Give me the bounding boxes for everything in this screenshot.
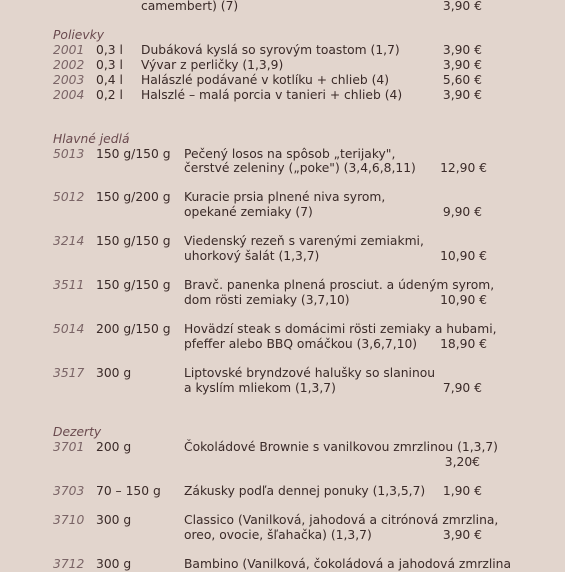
item-quantity: 300 g [96, 366, 132, 380]
item-price: 9,90 € [442, 205, 482, 219]
item-description-line2: opekané zemiaky (7) [184, 205, 313, 219]
item-description: Bambino (Vanilková, čokoládová a jahodová zmrzlina [184, 557, 512, 571]
item-code: 3214 [53, 234, 85, 248]
item-code: 3703 [53, 484, 85, 498]
item-code: 2002 [53, 58, 85, 72]
item-price: 3,90 € [442, 43, 482, 57]
item-description: Čokoládové Brownie s vanilkovou zmrzlinou (1,3,7) [184, 440, 498, 454]
item-price: 3,90 € [442, 58, 482, 72]
item-description: Viedenský rezeň s varenými zemiakmi, [184, 234, 424, 248]
item-description: Dubáková kyslá so syrovým toastom (1,7) [141, 43, 400, 57]
item-price: 10,90 € [440, 293, 487, 307]
item-description: Vývar z perličky (1,3,9) [141, 58, 284, 72]
item-price: 3,90 € [442, 528, 482, 542]
item-quantity: 70 – 150 g [96, 484, 161, 498]
item-description: Halszlé – malá porcia v tanieri + chlieb (4) [141, 88, 403, 102]
item-quantity: 300 g [96, 513, 132, 527]
item-description-line2: a kyslím mliekom (1,3,7) [184, 381, 336, 395]
item-code: 5013 [53, 147, 85, 161]
section-heading-soups: Polievky [53, 28, 105, 42]
carryover-description: camembert) (7) [141, 0, 239, 13]
item-code: 3511 [53, 278, 85, 292]
carryover-price: 3,90 € [442, 0, 482, 13]
item-code: 3701 [53, 440, 85, 454]
item-price: 3,20€ [444, 455, 480, 469]
item-code: 5014 [53, 322, 85, 336]
item-description: Liptovské bryndzové halušky so slaninou [184, 366, 436, 380]
item-quantity: 0,3 l [96, 58, 123, 72]
item-code: 2004 [53, 88, 85, 102]
item-price: 12,90 € [440, 161, 487, 175]
item-code: 5012 [53, 190, 85, 204]
item-description-line2: čerstvé zeleniny („poke") (3,4,6,8,11) [184, 161, 416, 175]
item-description: Kuracie prsia plnené niva syrom, [184, 190, 386, 204]
item-description: Halászlé podávané v kotlíku + chlieb (4) [141, 73, 390, 87]
item-quantity: 150 g/150 g [96, 278, 171, 292]
item-price: 7,90 € [442, 381, 482, 395]
item-price: 18,90 € [440, 337, 487, 351]
item-quantity: 150 g/200 g [96, 190, 171, 204]
item-quantity: 0,4 l [96, 73, 123, 87]
item-description: Pečený losos na spôsob „terijaky", [184, 147, 396, 161]
item-price: 10,90 € [440, 249, 487, 263]
item-description: Hovädzí steak s domácimi rösti zemiaky a hubami, [184, 322, 497, 336]
item-description: Zákusky podľa dennej ponuky (1,3,5,7) [184, 484, 426, 498]
item-code: 2003 [53, 73, 85, 87]
item-code: 3517 [53, 366, 85, 380]
item-code: 2001 [53, 43, 85, 57]
item-code: 3710 [53, 513, 85, 527]
item-quantity: 0,2 l [96, 88, 123, 102]
section-heading-main-courses: Hlavné jedlá [53, 132, 130, 146]
item-quantity: 150 g/150 g [96, 147, 171, 161]
item-code: 3712 [53, 557, 85, 571]
item-description-line2: uhorkový šalát (1,3,7) [184, 249, 320, 263]
item-description-line2: dom rösti zemiaky (3,7,10) [184, 293, 350, 307]
item-quantity: 0,3 l [96, 43, 123, 57]
item-quantity: 300 g [96, 557, 132, 571]
item-quantity: 200 g [96, 440, 132, 454]
section-heading-desserts: Dezerty [53, 425, 102, 439]
item-quantity: 200 g/150 g [96, 322, 171, 336]
item-description-line2: oreo, ovocie, šľahačka) (1,3,7) [184, 528, 372, 542]
item-quantity: 150 g/150 g [96, 234, 171, 248]
item-description: Classico (Vanilková, jahodová a citrónová zmrzlina, [184, 513, 499, 527]
item-price: 5,60 € [442, 73, 482, 87]
item-price: 1,90 € [442, 484, 482, 498]
item-price: 3,90 € [442, 88, 482, 102]
item-description-line2: pfeffer alebo BBQ omáčkou (3,6,7,10) [184, 337, 418, 351]
item-description: Bravč. panenka plnená prosciut. a údeným syrom, [184, 278, 495, 292]
